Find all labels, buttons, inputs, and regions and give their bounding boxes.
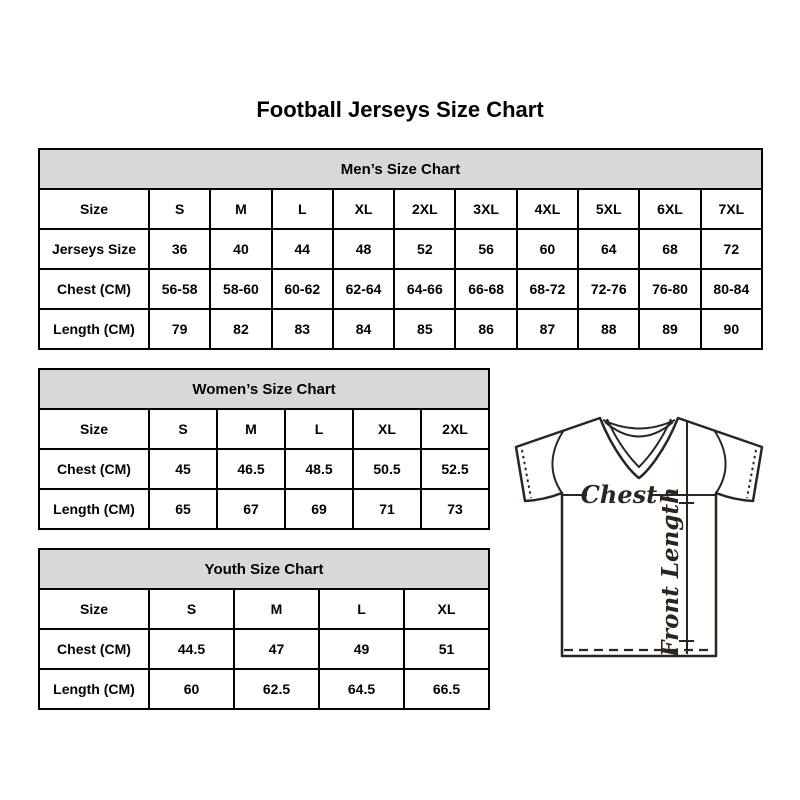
size-cell: 36: [149, 229, 210, 269]
size-cell: 83: [272, 309, 333, 349]
size-cell: 44: [272, 229, 333, 269]
size-cell: 85: [394, 309, 455, 349]
size-cell: L: [272, 189, 333, 229]
women-table-row: [39, 489, 489, 529]
youth-size-table: [38, 548, 490, 710]
size-cell: 64.5: [319, 669, 404, 709]
size-cell: M: [217, 409, 285, 449]
row-label: Chest (CM): [39, 269, 149, 309]
size-cell: 64-66: [394, 269, 455, 309]
size-cell: 68: [639, 229, 700, 269]
women-table-row: [39, 409, 489, 449]
size-cell: 52: [394, 229, 455, 269]
size-cell: 72: [701, 229, 762, 269]
size-cell: XL: [353, 409, 421, 449]
left-armhole-seam: [552, 430, 564, 493]
size-cell: M: [234, 589, 319, 629]
size-cell: 3XL: [455, 189, 516, 229]
size-cell: 5XL: [578, 189, 639, 229]
right-armhole-seam: [714, 430, 726, 493]
size-cell: 72-76: [578, 269, 639, 309]
size-cell: 40: [210, 229, 271, 269]
row-label: Length (CM): [39, 669, 149, 709]
size-cell: 46.5: [217, 449, 285, 489]
size-cell: XL: [333, 189, 394, 229]
men-table-row: [39, 269, 762, 309]
row-label: Jerseys Size: [39, 229, 149, 269]
size-cell: 48.5: [285, 449, 353, 489]
front-length-label: Front Length: [657, 487, 684, 657]
row-label: Chest (CM): [39, 449, 149, 489]
size-cell: 62.5: [234, 669, 319, 709]
size-cell: 60: [517, 229, 578, 269]
size-cell: 73: [421, 489, 489, 529]
row-label: Length (CM): [39, 489, 149, 529]
size-cell: 86: [455, 309, 516, 349]
youth-table-row: [39, 589, 489, 629]
size-cell: 80-84: [701, 269, 762, 309]
size-cell: 56-58: [149, 269, 210, 309]
size-cell: 87: [517, 309, 578, 349]
size-cell: 2XL: [394, 189, 455, 229]
size-cell: 7XL: [701, 189, 762, 229]
mens-size-table: [38, 148, 763, 350]
size-cell: M: [210, 189, 271, 229]
youth-table-row: [39, 629, 489, 669]
men-table-row: [39, 309, 762, 349]
size-cell: 69: [285, 489, 353, 529]
size-cell: 84: [333, 309, 394, 349]
size-cell: 2XL: [421, 409, 489, 449]
size-cell: 56: [455, 229, 516, 269]
mens-table-title: Men’s Size Chart: [39, 149, 762, 189]
size-cell: 60-62: [272, 269, 333, 309]
size-cell: 48: [333, 229, 394, 269]
size-cell: S: [149, 589, 234, 629]
youth-table-title: Youth Size Chart: [39, 549, 489, 589]
size-cell: 82: [210, 309, 271, 349]
size-cell: 60: [149, 669, 234, 709]
men-table-row: [39, 189, 762, 229]
size-cell: 52.5: [421, 449, 489, 489]
size-cell: 65: [149, 489, 217, 529]
size-cell: 6XL: [639, 189, 700, 229]
size-cell: 67: [217, 489, 285, 529]
womens-size-table: [38, 368, 490, 530]
size-cell: 90: [701, 309, 762, 349]
size-cell: S: [149, 409, 217, 449]
youth-table-header-row: [39, 549, 489, 589]
size-cell: 89: [639, 309, 700, 349]
size-cell: 58-60: [210, 269, 271, 309]
row-label: Size: [39, 189, 149, 229]
row-label: Chest (CM): [39, 629, 149, 669]
size-cell: 4XL: [517, 189, 578, 229]
men-table-row: [39, 229, 762, 269]
womens-table-header-row: [39, 369, 489, 409]
size-cell: 66.5: [404, 669, 489, 709]
size-cell: S: [149, 189, 210, 229]
size-cell: 88: [578, 309, 639, 349]
size-cell: 79: [149, 309, 210, 349]
size-cell: XL: [404, 589, 489, 629]
collar-back-arc-outer: [603, 420, 675, 429]
womens-table-title: Women’s Size Chart: [39, 369, 489, 409]
page-title: Football Jerseys Size Chart: [256, 97, 544, 122]
size-cell: 51: [404, 629, 489, 669]
youth-table-row: [39, 669, 489, 709]
women-table-row: [39, 449, 489, 489]
size-cell: 76-80: [639, 269, 700, 309]
size-cell: 50.5: [353, 449, 421, 489]
size-cell: 47: [234, 629, 319, 669]
row-label: Size: [39, 589, 149, 629]
mens-table-header-row: [39, 149, 762, 189]
chest-label: Chest: [580, 480, 658, 509]
jersey-measurement-diagram: [500, 403, 780, 673]
size-cell: 49: [319, 629, 404, 669]
size-cell: 66-68: [455, 269, 516, 309]
size-cell: 64: [578, 229, 639, 269]
size-cell: 45: [149, 449, 217, 489]
size-cell: 44.5: [149, 629, 234, 669]
size-cell: 68-72: [517, 269, 578, 309]
size-cell: L: [285, 409, 353, 449]
size-cell: L: [319, 589, 404, 629]
row-label: Length (CM): [39, 309, 149, 349]
size-cell: 71: [353, 489, 421, 529]
size-cell: 62-64: [333, 269, 394, 309]
row-label: Size: [39, 409, 149, 449]
